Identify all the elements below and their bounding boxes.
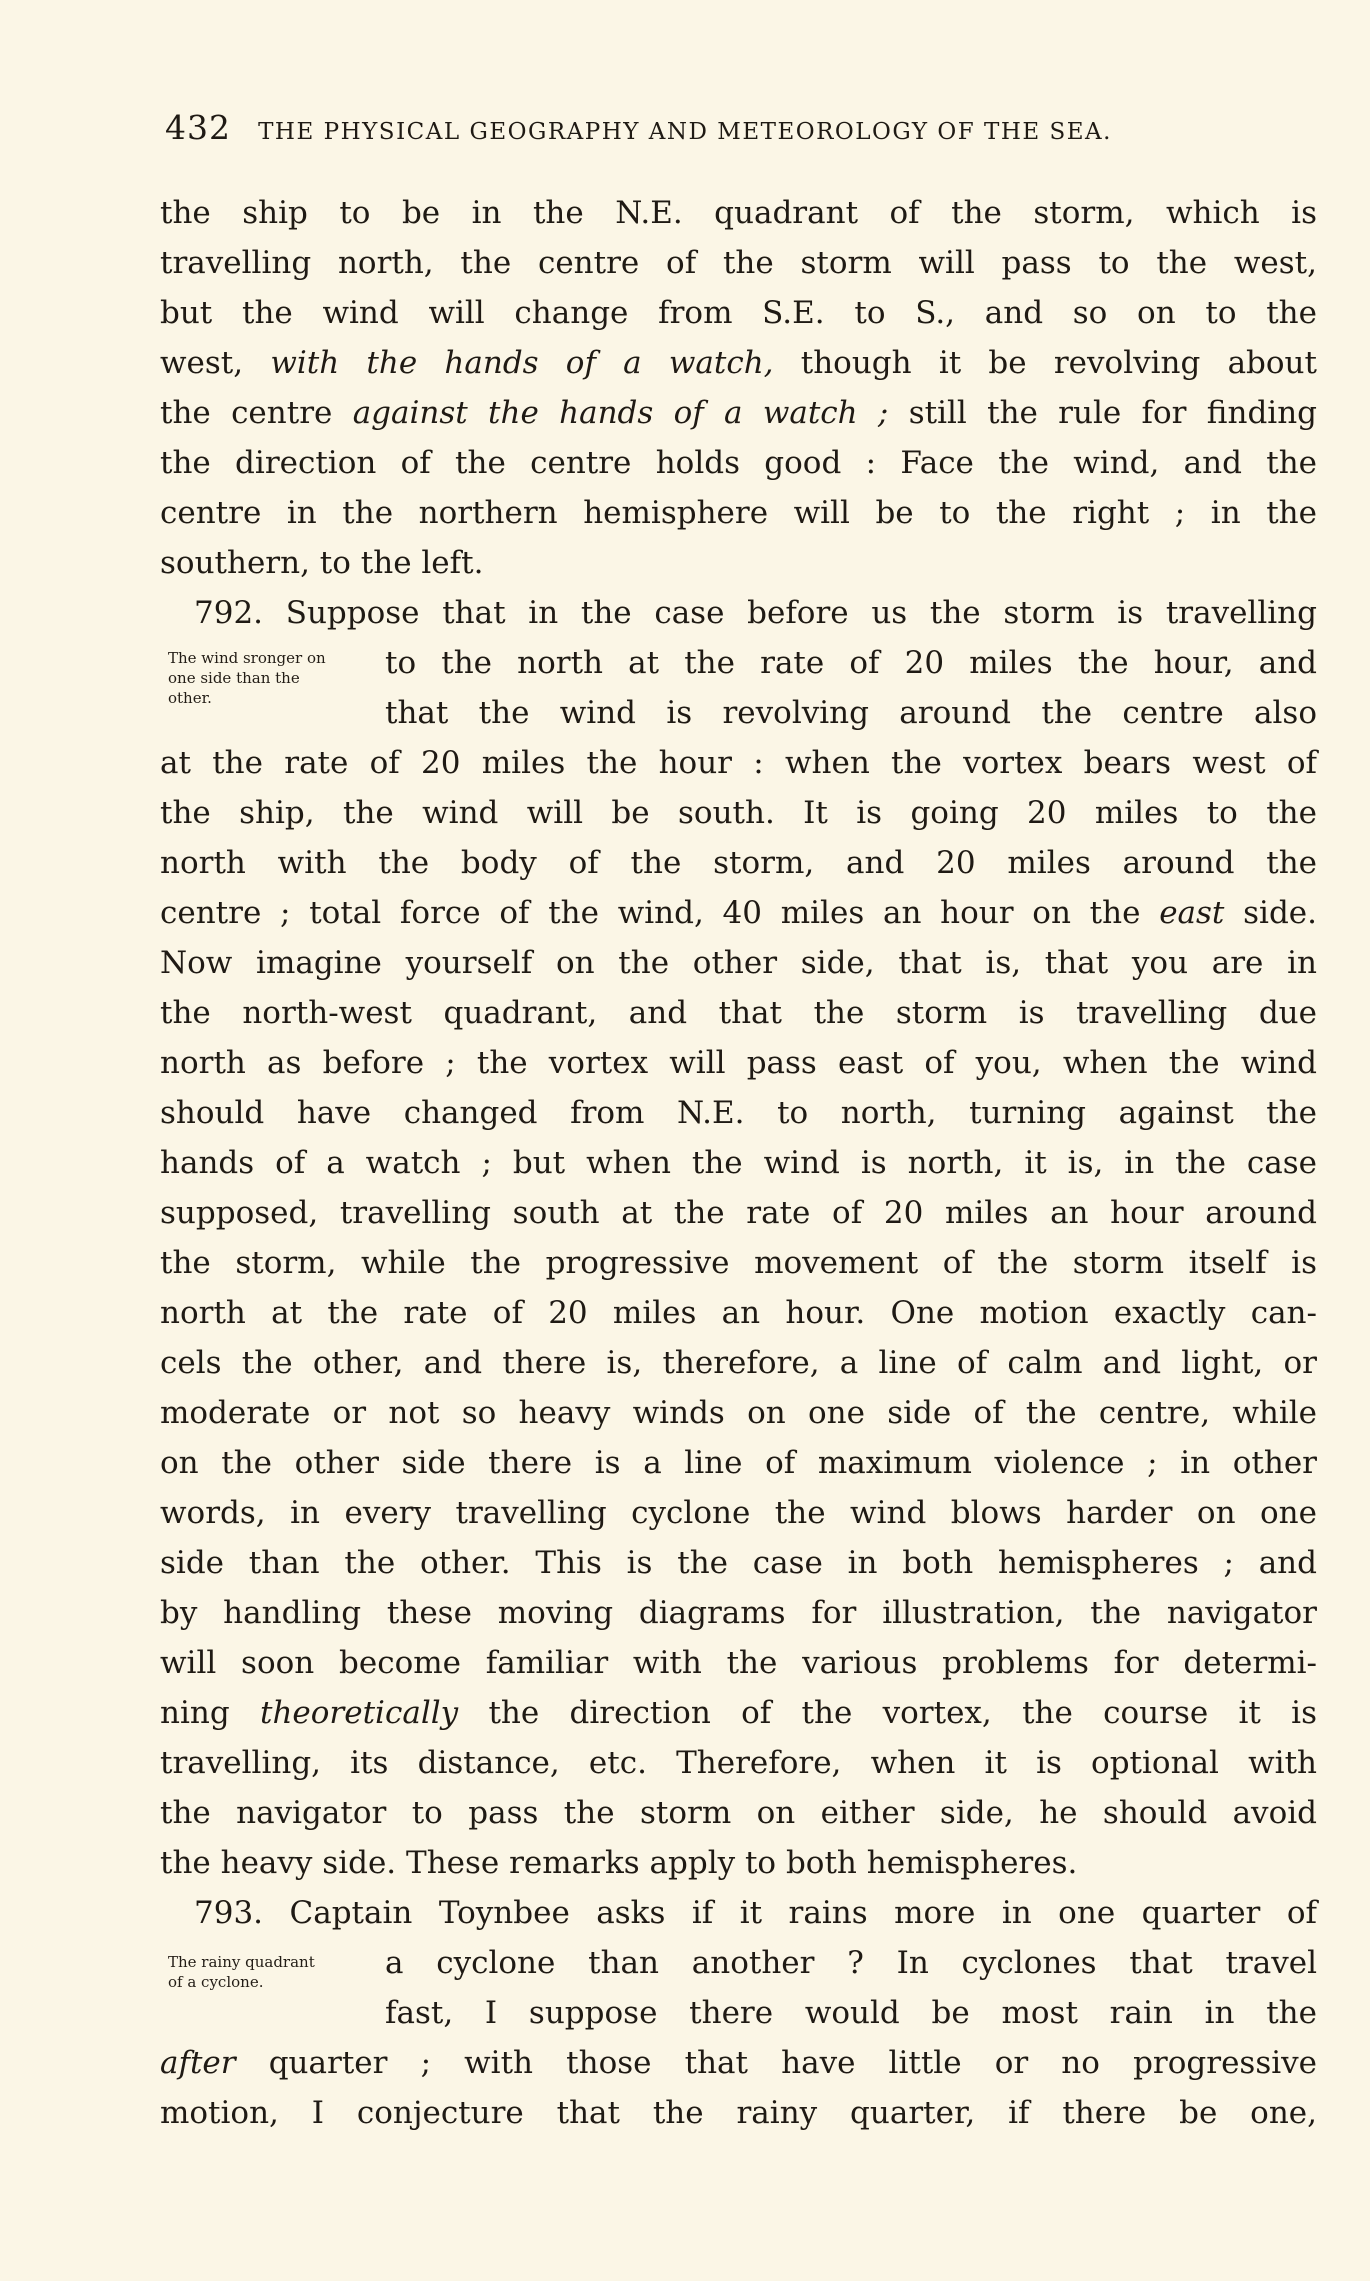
text-line: a cyclone than another ? In cyclones that travel <box>385 1945 1317 1981</box>
text-line: north as before ; the vortex will pass east of you, when the wind <box>160 1045 1317 1081</box>
paragraph-793-start: 793. Captain Toynbee asks if it rains more in one quarter of <box>194 1895 1317 1931</box>
text-line: cels the other, and there is, therefore, a line of calm and light, or <box>160 1345 1317 1381</box>
text-line: the storm, while the progressive movement of the storm itself is <box>160 1245 1317 1281</box>
text-line: Now imagine yourself on the other side, that is, that you are in <box>160 945 1317 981</box>
text-line: fast, I suppose there would be most rain in the <box>385 1995 1317 2031</box>
body-text <box>160 188 1317 2138</box>
text-line: centre in the northern hemisphere will be to the right ; in the <box>160 495 1317 531</box>
text-line: at the rate of 20 miles the hour : when the vortex bears west of <box>160 745 1317 781</box>
italic-phrase: with the hands of a watch, <box>270 345 774 381</box>
sidenote-rainy-quadrant: The rainy quadrant of a cyclone. <box>168 1953 315 1991</box>
text-line: the centre against the hands of a watch ; still the rule for finding <box>160 395 1318 431</box>
text-line: north with the body of the storm, and 20 miles around the <box>160 845 1317 881</box>
text-line: that the wind is revolving around the centre also <box>385 695 1317 731</box>
running-title: THE PHYSICAL GEOGRAPHY AND METEOROLOGY OF THE SEA. <box>258 119 1112 145</box>
text-line: should have changed from N.E. to north, turning against the <box>160 1095 1317 1131</box>
text-line: the heavy side. These remarks apply to both hemispheres. <box>160 1845 1078 1881</box>
text-line: but the wind will change from S.E. to S., and so on to the <box>160 295 1317 331</box>
sidenote-block-rain <box>160 1938 1317 2038</box>
italic-phrase: against the hands of a watch ; <box>352 395 889 431</box>
text-line: ning theoretically the direction of the vortex, the course it is <box>160 1695 1318 1731</box>
text-line: southern, to the left. <box>160 545 484 581</box>
text-line: the direction of the centre holds good : Face the wind, and the <box>160 445 1317 481</box>
text-line: side than the other. This is the case in both hemispheres ; and <box>160 1545 1317 1581</box>
page-header <box>165 108 1255 148</box>
sidenote-wind-stronger: The wind sronger on one side than the other. <box>168 649 326 707</box>
text-line: by handling these moving diagrams for illustration, the navigator <box>160 1595 1317 1631</box>
paragraph-792-start: 792. Suppose that in the case before us the storm is travelling <box>194 595 1317 631</box>
italic-word: after <box>160 2045 236 2081</box>
text-line: will soon become familiar with the various problems for determi- <box>160 1645 1317 1681</box>
text-line: the ship, the wind will be south. It is going 20 miles to the <box>160 795 1317 831</box>
text-line: centre ; total force of the wind, 40 miles an hour on the east side. <box>160 895 1317 931</box>
italic-word: theoretically <box>260 1695 459 1731</box>
text-line: moderate or not so heavy winds on one side of the centre, while <box>160 1395 1317 1431</box>
text-line: to the north at the rate of 20 miles the hour, and <box>385 645 1317 681</box>
sidenote-block-wind <box>160 638 1317 738</box>
text-line: supposed, travelling south at the rate of 20 miles an hour around <box>160 1195 1317 1231</box>
page-number: 432 <box>165 108 231 147</box>
text-line: north at the rate of 20 miles an hour. One motion exactly can- <box>160 1295 1317 1331</box>
text-line: the north-west quadrant, and that the storm is travelling due <box>160 995 1317 1031</box>
text-line: after quarter ; with those that have little or no progressive <box>160 2045 1317 2081</box>
text-line: motion, I conjecture that the rainy quarter, if there be one, <box>160 2095 1317 2131</box>
text-line: hands of a watch ; but when the wind is north, it is, in the case <box>160 1145 1317 1181</box>
text-line: travelling north, the centre of the storm will pass to the west, <box>160 245 1317 281</box>
text-line: the navigator to pass the storm on either side, he should avoid <box>160 1795 1317 1831</box>
italic-word: east <box>1159 895 1225 931</box>
text-line: the ship to be in the N.E. quadrant of the storm, which is <box>160 195 1317 231</box>
text-line: travelling, its distance, etc. Therefore, when it is optional with <box>160 1745 1317 1781</box>
text-line: words, in every travelling cyclone the wind blows harder on one <box>160 1495 1317 1531</box>
text-line: west, with the hands of a watch, though it be revolving about <box>160 345 1317 381</box>
text-line: on the other side there is a line of maximum violence ; in other <box>160 1445 1317 1481</box>
